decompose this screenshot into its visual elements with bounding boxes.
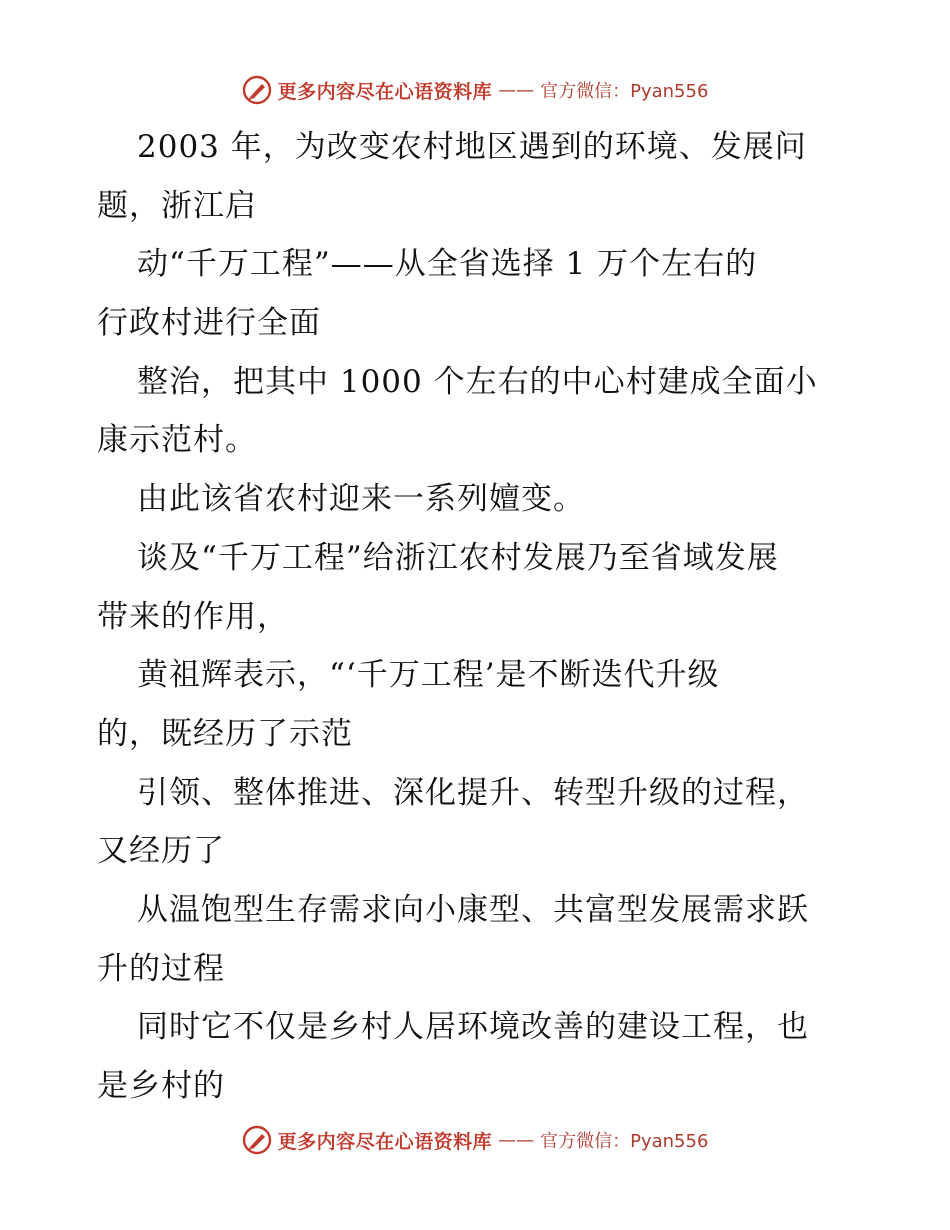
text-line: 的，既经历了示范	[97, 715, 353, 752]
text-line: 升的过程	[97, 950, 225, 987]
banner-title: 更多内容尽在心语资料库	[277, 1130, 493, 1153]
text-line: 整治，把其中 1000 个左右的中心村建成全面小	[137, 363, 818, 400]
text-line: 题，浙江启	[97, 187, 257, 224]
banner-title: 更多内容尽在心语资料库	[277, 80, 493, 103]
text-line: 又经历了	[97, 833, 225, 870]
text-line: 引领、整体推进、深化提升、转型升级的过程，	[137, 774, 809, 811]
banner-contact: 官方微信：Pyan556	[540, 1131, 709, 1152]
quill-pen-logo-icon	[242, 75, 272, 105]
footer-banner	[0, 1120, 950, 1160]
text-line: 康示范村。	[97, 422, 257, 459]
text-line: 2003 年，为改变农村地区遇到的环境、发展问	[137, 129, 807, 165]
text-line: 是乡村的	[97, 1068, 225, 1104]
quill-pen-logo-icon	[242, 1125, 272, 1155]
text-line: 谈及“千万工程”给浙江农村发展乃至省域发展	[137, 539, 779, 576]
text-line: 行政村进行全面	[97, 305, 321, 342]
header-banner	[0, 70, 950, 110]
banner-contact: 官方微信：Pyan556	[540, 81, 709, 102]
text-line: 由此该省农村迎来一系列嬗变。	[137, 481, 585, 518]
document-body	[97, 118, 867, 1116]
text-line: 同时它不仅是乡村人居环境改善的建设工程，也	[137, 1009, 809, 1046]
banner-dash: ——	[498, 79, 535, 101]
text-line: 带来的作用，	[97, 598, 289, 635]
banner-dash: ——	[498, 1129, 535, 1151]
text-line: 黄祖辉表示，“‘千万工程’是不断迭代升级	[137, 657, 720, 694]
text-line: 动“千万工程”——从全省选择 1 万个左右的	[137, 246, 758, 283]
text-line: 从温饱型生存需求向小康型、共富型发展需求跃	[137, 891, 809, 928]
